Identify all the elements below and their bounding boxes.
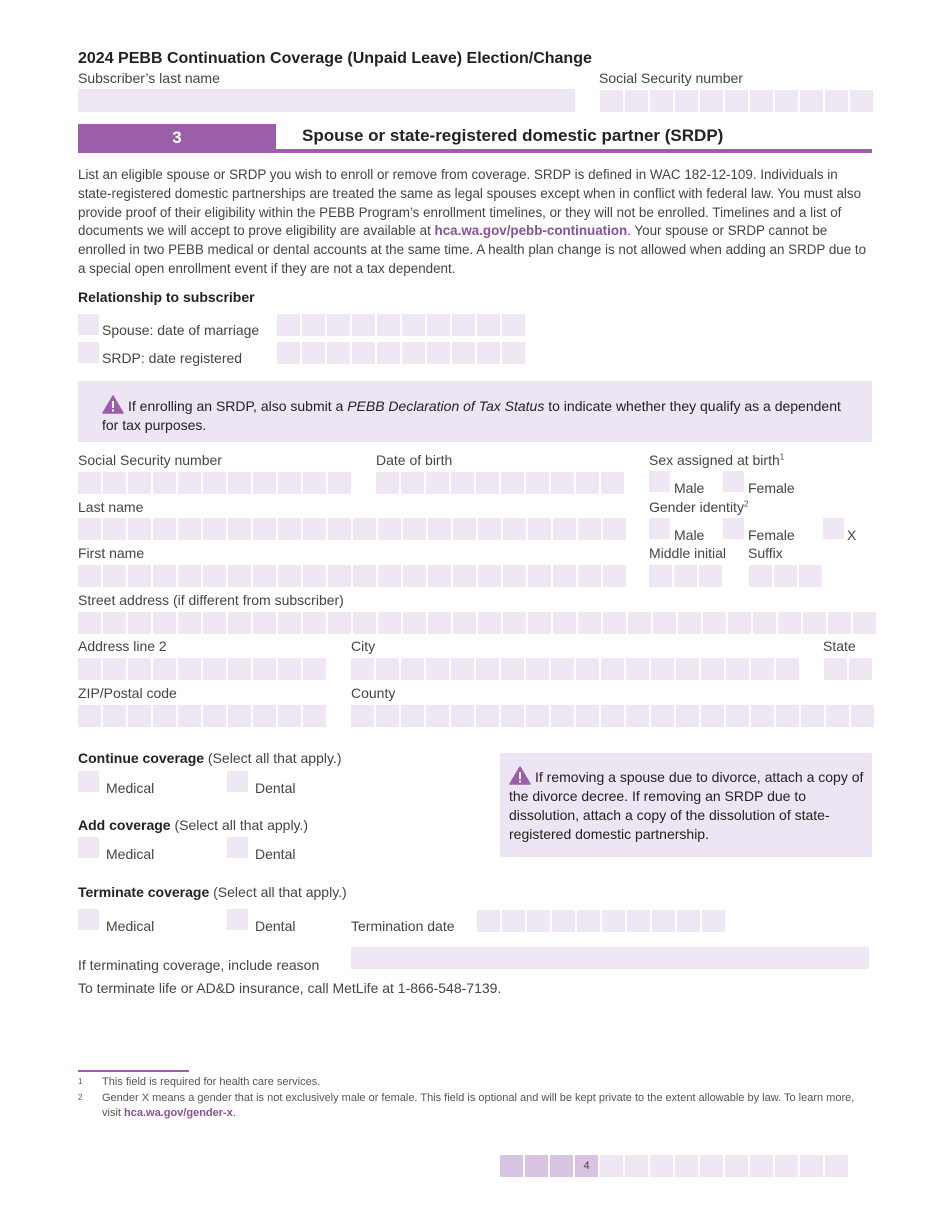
terminate-dental-label: Dental xyxy=(255,918,296,934)
gender-x-label: X xyxy=(847,527,857,543)
spouse-ssn-label: Social Security number xyxy=(78,452,222,468)
sex-female-label: Female xyxy=(748,480,795,496)
terminate-medical-checkbox[interactable] xyxy=(78,909,99,930)
page-indicator xyxy=(500,1155,848,1177)
last-name-label: Last name xyxy=(78,499,144,515)
city-field[interactable] xyxy=(351,658,799,680)
gender-x-checkbox[interactable] xyxy=(823,518,844,539)
state-label: State xyxy=(823,638,856,654)
warning-icon xyxy=(102,395,124,414)
relationship-heading: Relationship to subscriber xyxy=(78,289,255,305)
registered-date-field[interactable] xyxy=(277,342,525,364)
subscriber-last-name-field[interactable] xyxy=(78,89,575,112)
subscriber-ssn-label: Social Security number xyxy=(599,70,743,86)
sex-male-checkbox[interactable] xyxy=(649,471,670,492)
footnote-1-number: 1 xyxy=(78,1077,83,1086)
footnote-1-text: This field is required for health care services. xyxy=(102,1076,321,1088)
marriage-date-field[interactable] xyxy=(277,314,525,336)
footnote-2-text: Gender X means a gender that is not exclusively male or female. This field is optional and will be kept private to the extent allowable by law. To learn more, visit hca.wa.gov/gender-x. xyxy=(102,1092,855,1119)
sex-female-checkbox[interactable] xyxy=(723,471,744,492)
page-number: 4 xyxy=(575,1155,598,1177)
dob-label: Date of birth xyxy=(376,452,453,468)
divorce-notice-text: If removing a spouse due to divorce, attach a copy of the divorce decree. If removing an SRDP due to dissolution, attach a copy of the dissolution of state-registered domestic partnership. xyxy=(509,766,865,844)
terminate-coverage-heading: Terminate coverage (Select all that apply.) xyxy=(78,884,347,900)
gender-female-label: Female xyxy=(748,527,795,543)
spouse-label: Spouse: date of marriage xyxy=(102,322,260,338)
first-name-label: First name xyxy=(78,545,145,561)
termination-reason-field[interactable] xyxy=(351,947,869,969)
gender-label: Gender identity$^2$ xyxy=(649,499,749,515)
subscriber-ssn-field[interactable] xyxy=(600,90,873,112)
street-address-label: Street address (if different from subscriber) xyxy=(78,592,344,608)
address-line-2-field[interactable] xyxy=(78,658,326,680)
add-medical-label: Medical xyxy=(106,846,155,862)
termination-date-label: Termination date xyxy=(351,918,455,934)
city-label: City xyxy=(351,638,376,654)
srdp-checkbox[interactable] xyxy=(78,342,99,363)
gender-male-checkbox[interactable] xyxy=(649,518,670,539)
zip-field[interactable] xyxy=(78,705,326,727)
sex-male-label: Male xyxy=(674,480,705,496)
gender-x-link[interactable]: hca.wa.gov/gender-x xyxy=(124,1107,233,1119)
footnote-2-number: 2 xyxy=(78,1093,83,1102)
last-name-field[interactable] xyxy=(78,518,626,540)
form-title: 2024 PEBB Continuation Coverage (Unpaid Leave) Election/Change xyxy=(78,50,592,67)
termination-date-field[interactable] xyxy=(477,910,725,932)
continue-medical-label: Medical xyxy=(106,780,155,796)
section-title: Spouse or state-registered domestic partner (SRDP) xyxy=(302,126,724,145)
sex-label: Sex assigned at birth$^1$ xyxy=(649,452,785,468)
pebb-continuation-link[interactable]: hca.wa.gov/pebb-continuation xyxy=(434,223,628,239)
warning-icon xyxy=(509,766,531,785)
spouse-checkbox[interactable] xyxy=(78,314,99,335)
continue-medical-checkbox[interactable] xyxy=(78,771,99,792)
metlife-note: To terminate life or AD&D insurance, call MetLife at 1-866-548-7139. xyxy=(78,980,502,996)
gender-male-label: Male xyxy=(674,527,705,543)
terminate-medical-label: Medical xyxy=(106,918,155,934)
county-field[interactable] xyxy=(351,705,874,727)
first-name-field[interactable] xyxy=(78,565,626,587)
add-dental-label: Dental xyxy=(255,846,296,862)
zip-label: ZIP/Postal code xyxy=(78,685,177,701)
termination-reason-label: If terminating coverage, include reason xyxy=(78,957,320,973)
terminate-dental-checkbox[interactable] xyxy=(227,909,248,930)
section-number: 3 xyxy=(78,124,276,153)
continue-dental-checkbox[interactable] xyxy=(227,771,248,792)
gender-female-checkbox[interactable] xyxy=(723,518,744,539)
spouse-ssn-field[interactable] xyxy=(78,472,351,494)
street-address-field[interactable] xyxy=(78,612,876,634)
suffix-field[interactable] xyxy=(749,565,822,587)
add-medical-checkbox[interactable] xyxy=(78,837,99,858)
continue-dental-label: Dental xyxy=(255,780,296,796)
middle-initial-label: Middle initial xyxy=(649,545,727,561)
suffix-label: Suffix xyxy=(748,545,783,561)
dob-field[interactable] xyxy=(376,472,624,494)
add-dental-checkbox[interactable] xyxy=(227,837,248,858)
county-label: County xyxy=(351,685,396,701)
srdp-label: SRDP: date registered xyxy=(102,350,243,366)
middle-initial-field[interactable] xyxy=(649,565,722,587)
section-intro: List an eligible spouse or SRDP you wish to enroll or remove from coverage. SRDP is defined in WAC 182-12-109. Individuals in state-registered domestic partnerships are treated the same as legal spouses except when in conflict with federal law. You must also provide proof of their eligibility within the PEBB Program’s enrollment timelines, or they will not be enrolled. Timelines and a list of documents we will accept to prove eligibility are available at hca.wa.gov/pebb-continuation. Your spouse or SRDP cannot be enrolled in two PEBB medical or dental accounts at the same time. A health plan change is not allowed when adding an SRDP due to a special open enrollment event if they are not a tax dependent. xyxy=(78,167,867,276)
continue-coverage-heading: Continue coverage (Select all that apply.) xyxy=(78,750,342,766)
state-field[interactable] xyxy=(824,658,872,680)
subscriber-last-name-label: Subscriber’s last name xyxy=(78,70,220,86)
tax-status-notice-text: If enrolling an SRDP, also submit a PEBB Declaration of Tax Status to indicate whether they qualify as a dependent for tax purposes. xyxy=(102,395,842,435)
footnote-divider xyxy=(78,1070,189,1072)
address-line-2-label: Address line 2 xyxy=(78,638,167,654)
add-coverage-heading: Add coverage (Select all that apply.) xyxy=(78,817,309,833)
